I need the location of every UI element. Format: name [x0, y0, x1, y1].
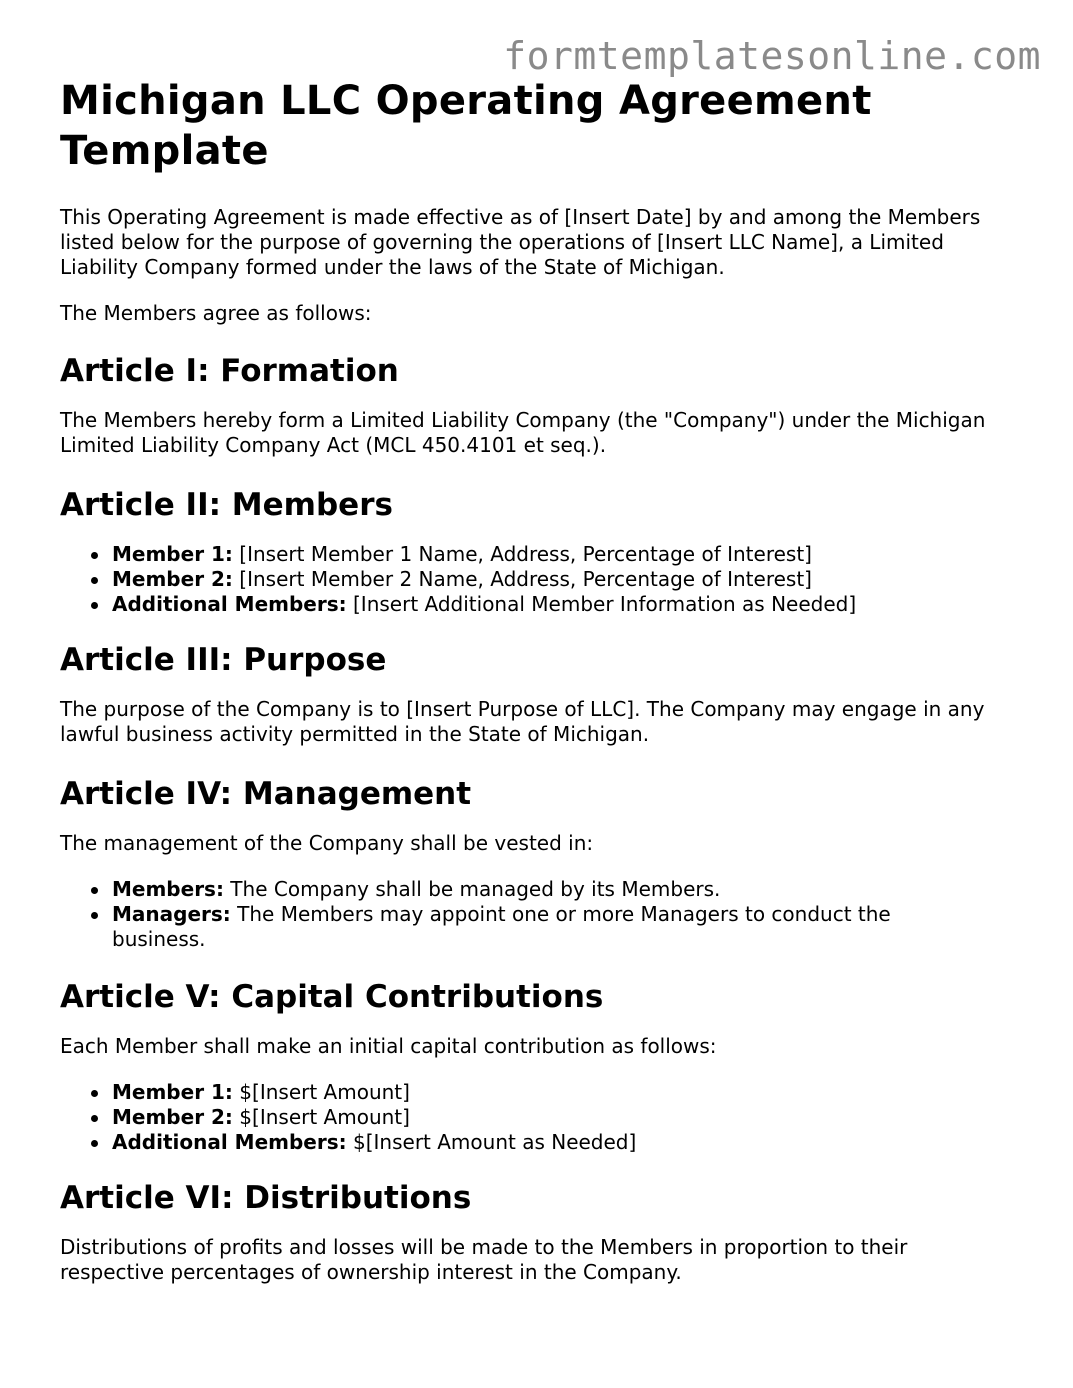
document-title: Michigan LLC Operating Agreement Template [60, 78, 872, 174]
list-item-text: The Members may appoint one or more Managers to conduct the business. [112, 902, 891, 951]
list-item-label: Additional Members: [112, 592, 347, 616]
list-item [112, 542, 1020, 567]
list-item [112, 592, 1020, 617]
list-item-label: Member 2: [112, 1105, 233, 1129]
list-item-label: Members: [112, 877, 224, 901]
list-item [112, 567, 1020, 592]
list-item-label: Additional Members: [112, 1130, 347, 1154]
list-item-text: $[Insert Amount] [232, 1080, 410, 1104]
list-item [112, 1130, 1020, 1155]
intro-paragraph: This Operating Agreement is made effective as of [Insert Date] by and among the Members listed below for the purpose of governing the operations of [Insert LLC Name], a Limited Liability Company formed under the laws of the State of Michigan. [60, 205, 981, 279]
list-item-label: Managers: [112, 902, 231, 926]
article-capital-heading: Article V: Capital Contributions [60, 979, 604, 1015]
list-item [112, 902, 1020, 952]
capital-list [60, 1080, 1020, 1155]
article-formation-heading: Article I: Formation [60, 353, 399, 389]
list-item-text: The Company shall be managed by its Members. [223, 877, 721, 901]
list-item [112, 877, 1020, 902]
article-members-heading: Article II: Members [60, 487, 393, 523]
article-management-text: The management of the Company shall be vested in: [60, 831, 594, 855]
article-distributions-heading: Article VI: Distributions [60, 1180, 472, 1216]
list-item-text: $[Insert Amount as Needed] [346, 1130, 637, 1154]
article-management-heading: Article IV: Management [60, 776, 472, 812]
intro-agreement-line: The Members agree as follows: [60, 301, 372, 325]
list-item-text: $[Insert Amount] [232, 1105, 410, 1129]
list-item-label: Member 1: [112, 542, 233, 566]
list-item [112, 1080, 1020, 1105]
list-item-text: [Insert Member 2 Name, Address, Percentage of Interest] [232, 567, 812, 591]
article-purpose-text: The purpose of the Company is to [Insert Purpose of LLC]. The Company may engage in any lawful business activity permitted in the State of Michigan. [60, 697, 985, 746]
list-item-label: Member 1: [112, 1080, 233, 1104]
list-item-label: Member 2: [112, 567, 233, 591]
article-purpose-heading: Article III: Purpose [60, 642, 387, 678]
watermark: formtemplatesonline.com [503, 34, 1041, 78]
list-item-text: [Insert Member 1 Name, Address, Percentage of Interest] [232, 542, 812, 566]
article-capital-text: Each Member shall make an initial capital contribution as follows: [60, 1034, 717, 1058]
list-item-text: [Insert Additional Member Information as Needed] [346, 592, 857, 616]
article-formation-text: The Members hereby form a Limited Liability Company (the "Company") under the Michigan Limited Liability Company Act (MCL 450.4101 et seq.). [60, 408, 986, 457]
article-distributions-text: Distributions of profits and losses will be made to the Members in proportion to their respective percentages of ownership interest in the Company. [60, 1235, 908, 1284]
list-item [112, 1105, 1020, 1130]
management-list [60, 877, 1020, 952]
document-body [60, 76, 1020, 1306]
members-list [60, 542, 1020, 617]
